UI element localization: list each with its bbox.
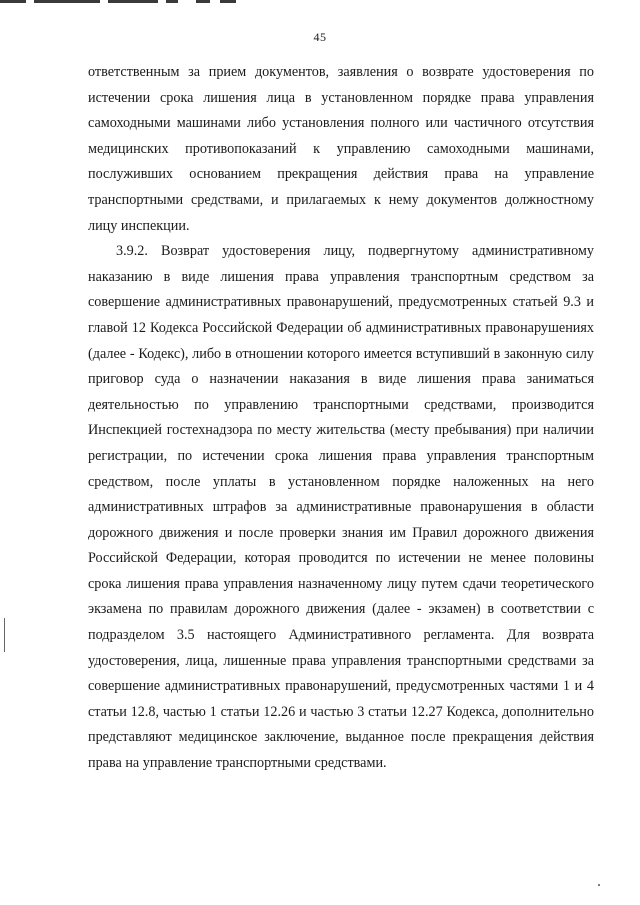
scan-artifact-top: [0, 0, 640, 8]
scan-margin-mark: [4, 618, 5, 652]
document-body: [88, 60, 594, 777]
scan-speck: [598, 884, 600, 886]
paragraph-continued: ответственным за прием документов, заявления о возврате удостоверения по истечении срока лишения лица в установленном порядке права управления самоходными машинами либо установления полного или частичного отсутствия медицинских противопоказаний к управлению самоходными машинами, послуживших основанием прекращения действия права на управление транспортными средствами, и прилагаемых к нему документов должностному лицу инспекции.: [88, 64, 594, 234]
paragraph-3-9-2: 3.9.2. Возврат удостоверения лицу, подвергнутому административному наказанию в виде лишения права управления транспортным средством за совершение административных правонарушений, предусмотренных статьей 9.3 и главой 12 Кодекса Российской Федерации об административных правонарушениях (далее - Кодекс), либо в отношении которого имеется вступивший в законную силу приговор суда о назначении наказания в виде лишения права заниматься деятельностью по управлению транспортными средствами, производится Инспекцией гостехнадзора по месту жительства (месту пребывания) при наличии регистрации, по истечении срока лишения права управления транспортным средством, после уплаты в установленном порядке наложенных на него административных штрафов за административные правонарушения в области дорожного движения и после проверки знания им Правил дорожного движения Российской Федерации, которая проводится по истечении не менее половины срока лишения права управления назначенному лицу путем сдачи теоретического экзамена по правилам дорожного движения (далее - экзамен) в соответствии с подразделом 3.5 настоящего Административного регламента. Для возврата удостоверения, лица, лишенные права управления транспортными средствами за совершение административных правонарушений, предусмотренных частями 1 и 4 статьи 12.8, частью 1 статьи 12.26 и частью 3 статьи 12.27 Кодекса, дополнительно представляют медицинское заключение, выданное после прекращения действия права на управление транспортными средствами.: [88, 243, 594, 772]
page-number: 45: [313, 30, 327, 44]
